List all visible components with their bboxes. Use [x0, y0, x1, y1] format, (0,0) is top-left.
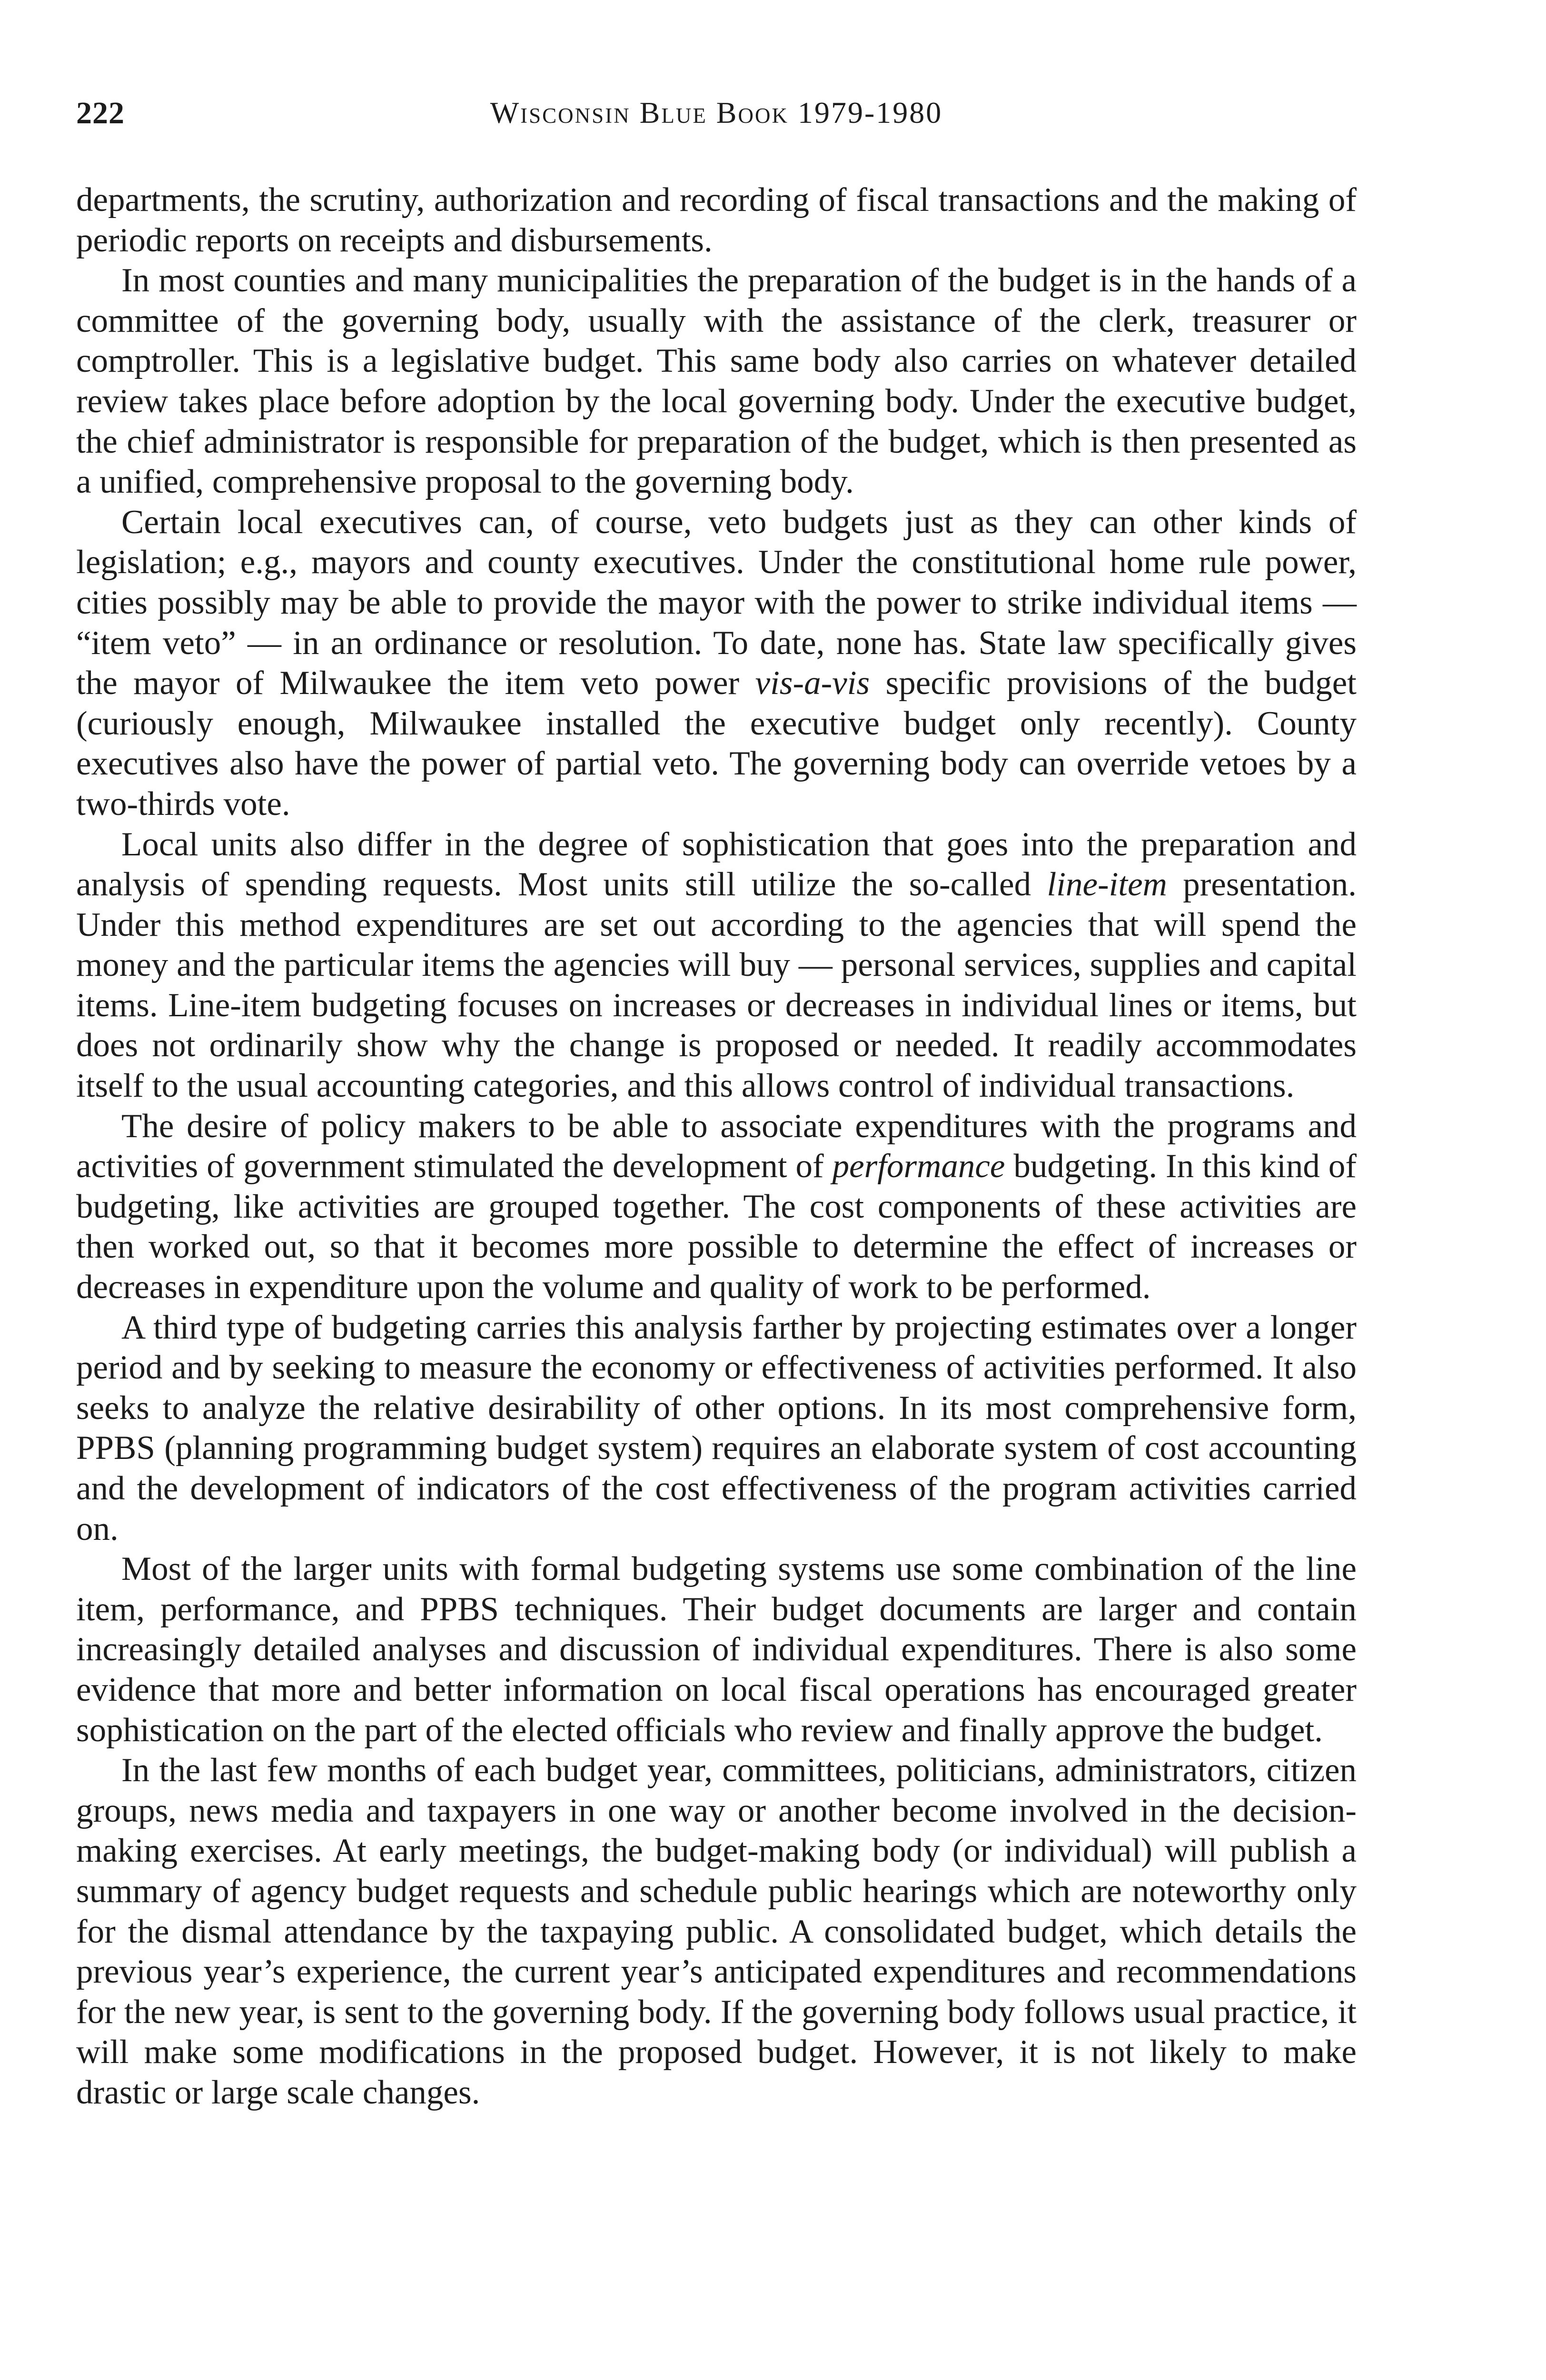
- body-text: [76, 180, 1357, 2113]
- paragraph-8: In the last few months of each budget year, committees, politicians, administrators, citizen groups, news media and taxpayers in one way or another become involved in the decision-making exercises. At early meetings, the budget-making body (or individual) will publish a summary of agency budget requests and schedule public hearings which are noteworthy only for the dismal attendance by the taxpaying public. A consolidated budget, which details the previous year’s experience, the current year’s anticipated expenditures and recommendations for the new year, is sent to the governing body. If the governing body follows usual practice, it will make some modifications in the proposed budget. However, it is not likely to make drastic or large scale changes.: [76, 1752, 1357, 2111]
- paragraph-7: Most of the larger units with formal budgeting systems use some combination of the line item, performance, and PPBS techniques. Their budget documents are larger and contain increasingly detailed analyses and discussion of individual expenditures. There is also some evidence that more and better information on local fiscal operations has encouraged greater sophistication on the part of the elected officials who review and finally approve the budget.: [76, 1550, 1357, 1749]
- document-page: [76, 0, 1357, 2380]
- paragraph-6: A third type of budgeting carries this analysis farther by projecting estimates over a longer period and by seeking to measure the economy or effectiveness of activities performed. It also seeks to analyze the relative desirability of other options. In its most comprehensive form, PPBS (planning programming budget system) requires an elaborate system of cost accounting and the development of indicators of the cost effectiveness of the program activities carried on.: [76, 1309, 1357, 1547]
- paragraph-3: Certain local executives can, of course, veto budgets just as they can other kinds of legislation; e.g., mayors and county executives. Under the constitutional home rule power, cities possibly may be able to provide the mayor with the power to strike individual items — “item veto” — in an ordinance or resolution. To date, none has. State law specifically gives the mayor of Milwaukee the item veto power vis-a-vis specific provisions of the budget (curiously enough, Milwaukee installed the executive budget only recently). County executives also have the power of partial veto. The governing body can override vetoes by a two-thirds vote.: [76, 503, 1357, 823]
- page-number: 222: [76, 96, 125, 130]
- italic-term: line-item: [1047, 866, 1167, 903]
- paragraph-4: Local units also differ in the degree of sophistication that goes into the preparation and analysis of spending requests. Most units still utilize the so-called line-item presentation. Under this method expenditures are set out according to the agencies that will spend the money and the particular items the agencies will buy — personal services, supplies and capital items. Line-item budgeting focuses on increases or decreases in individual lines or items, but does not ordinarily show why the change is proposed or needed. It readily accommodates itself to the usual accounting categories, and this allows control of individual transactions.: [76, 825, 1357, 1105]
- paragraph-1: departments, the scrutiny, authorization and recording of fiscal transactions and the making of periodic reports on receipts and disbursements.: [76, 181, 1357, 259]
- paragraph-2: In most counties and many municipalities the preparation of the budget is in the hands of a committee of the governing body, usually with the assistance of the clerk, treasurer or comptroller. This is a legislative budget. This same body also carries on whatever detailed review takes place before adoption by the local governing body. Under the executive budget, the chief administrator is responsible for preparation of the budget, which is then presented as a unified, comprehensive proposal to the governing body.: [76, 262, 1357, 501]
- page-header: [76, 95, 1357, 138]
- paragraph-5: The desire of policy makers to be able to associate expenditures with the programs and activities of government stimulated the development of performance budgeting. In this kind of budgeting, like activities are grouped together. The cost components of these activities are then worked out, so that it becomes more possible to determine the effect of increases or decreases in expenditure upon the volume and quality of work to be performed.: [76, 1107, 1357, 1306]
- italic-term: vis-a-vis: [755, 664, 870, 702]
- running-title: Wisconsin Blue Book 1979-1980: [490, 96, 943, 129]
- italic-term: performance: [832, 1148, 1005, 1185]
